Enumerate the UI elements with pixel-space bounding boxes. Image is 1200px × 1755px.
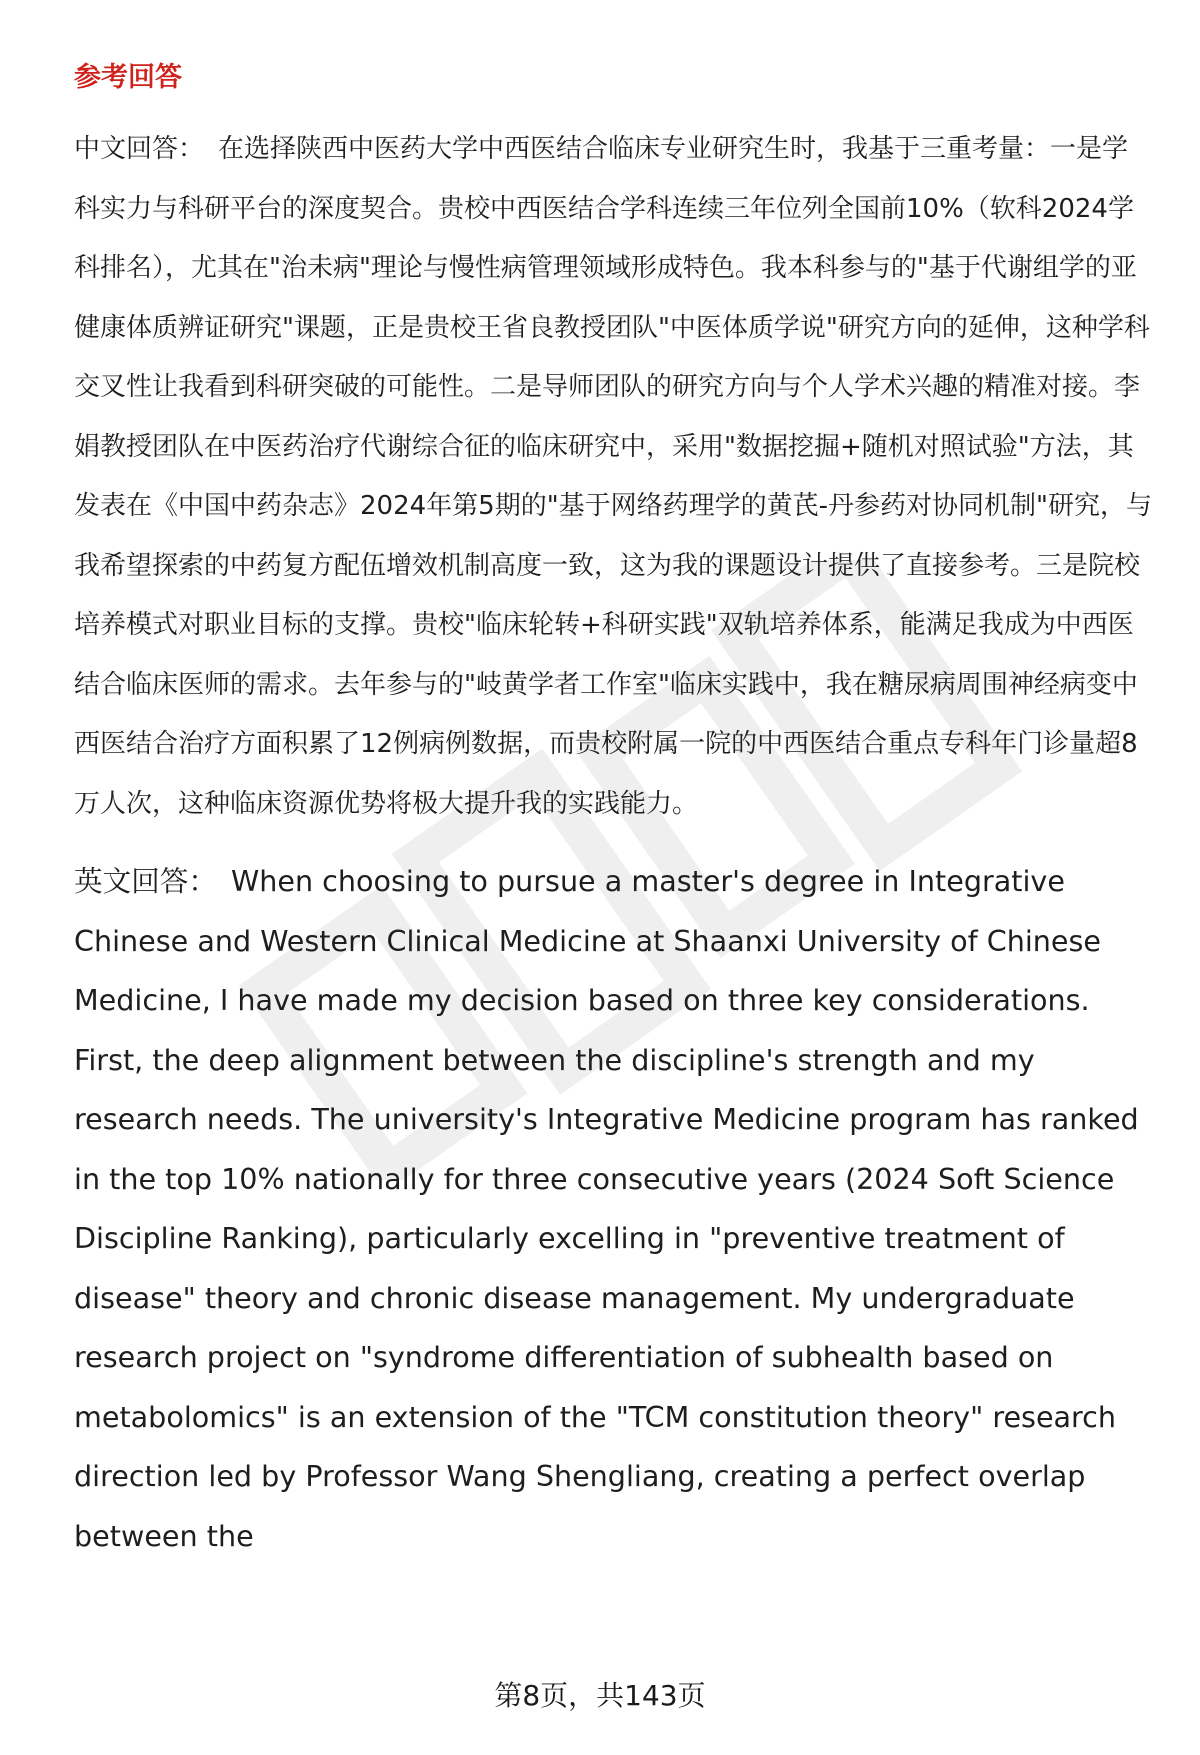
page-indicator: 第8页，共143页 bbox=[494, 1679, 706, 1712]
document-content bbox=[74, 56, 1154, 1566]
chinese-answer-text: 在选择陕西中医药大学中西医结合临床专业研究生时，我基于三重考量：一是学科实力与科研平台的深度契合。贵校中西医结合学科连续三年位列全国前10%（软科2024学科排名），尤其在"治未病"理论与慢性病管理领域形成特色。我本科参与的"基于代谢组学的亚健康体质辨证研究"课题，正是贵校王省良教授团队"中医体质学说"研究方向的延伸，这种学科交叉性让我看到科研突破的可能性。二是导师团队的研究方向与个人学术兴趣的精准对接。李娟教授团队在中医药治疗代谢综合征的临床研究中，采用"数据挖掘+随机对照试验"方法，其发表在《中国中药杂志》2024年第5期的"基于网络药理学的黄芪-丹参药对协同机制"研究，与我希望探索的中药复方配伍增效机制高度一致，这为我的课题设计提供了直接参考。三是院校培养模式对职业目标的支撑。贵校"临床轮转+科研实践"双轨培养体系，能满足我成为中西医结合临床医师的需求。去年参与的"岐黄学者工作室"临床实践中，我在糖尿病周围神经病变中西医结合治疗方面积累了12例病例数据，而贵校附属一院的中西医结合重点专科年门诊量超8万人次，这种临床资源优势将极大提升我的实践能力。 bbox=[74, 134, 1153, 819]
chinese-answer-paragraph bbox=[74, 120, 1154, 834]
english-answer-label: 英文回答： bbox=[74, 864, 217, 898]
chinese-answer-label: 中文回答： bbox=[74, 134, 205, 164]
english-answer-paragraph bbox=[74, 852, 1154, 1566]
section-title: 参考回答 bbox=[74, 62, 182, 93]
english-answer-text: When choosing to pursue a master's degree in Integrative Chinese and Western Clinical Medicine at Shaanxi University of Chinese Medicine, I have made my decision based on three key considerations. First, the deep alignment between the discipline's strength and my research needs. The university's Integrative Medicine program has ranked in the top 10% nationally for three consecutive years (2024 Soft Science Discipline Ranking), particularly excelling in "preventive treatment of disease" theory and chronic disease management. My undergraduate research project on "syndrome differentiation of subhealth based on metabolomics" is an extension of the "TCM constitution theory" research direction led by Professor Wang Shengliang, creating a perfect overlap between the bbox=[74, 864, 1139, 1553]
